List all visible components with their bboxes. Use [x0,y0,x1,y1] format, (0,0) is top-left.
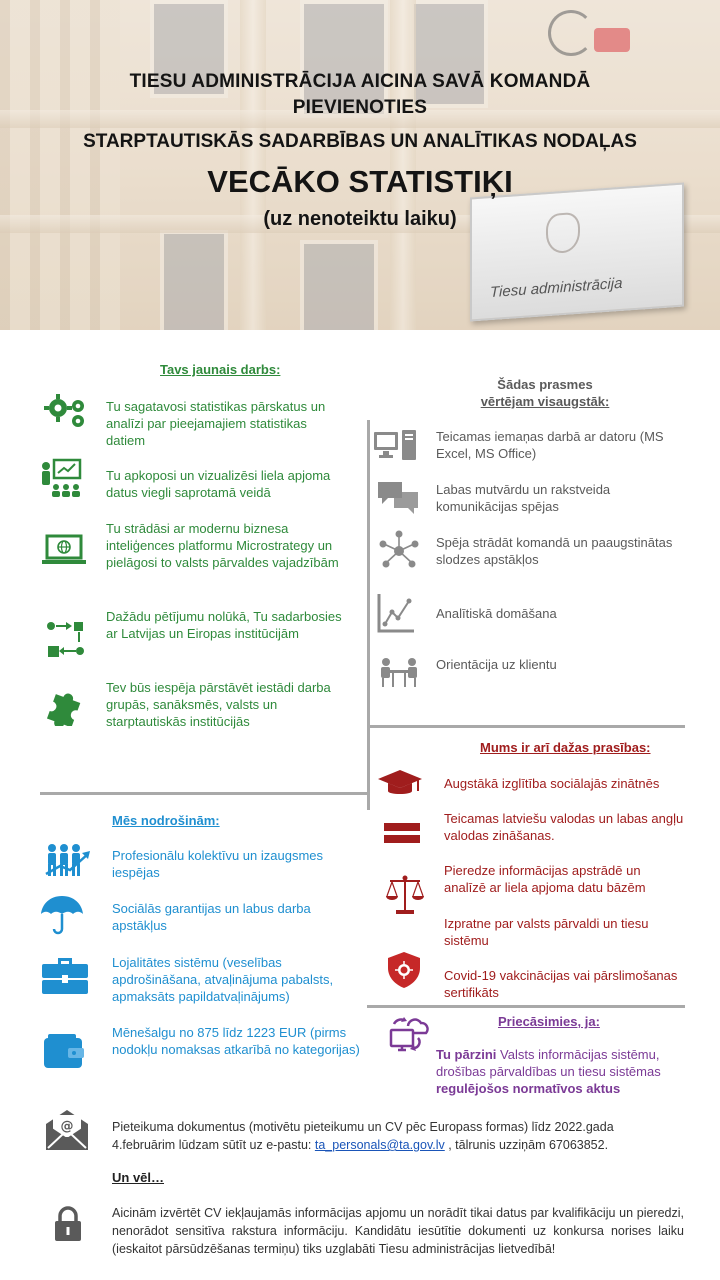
hero-title-position: VECĀKO STATISTIĶI [207,164,513,199]
puzzle-icon [46,688,84,726]
svg-text:@: @ [60,1119,74,1134]
we-provide-item-4: Mēnešalgu no 875 līdz 1223 EUR (pirms nodokļu nomaksas atkarībā no kategorijas) [112,1025,360,1057]
sign-text: Tiesu administrācija [490,274,623,302]
hero-line2: PIEVIENOTIES [292,97,428,118]
horizontal-divider-right-top [367,725,685,728]
shield-virus-icon [386,950,422,990]
skills-item-3: Spēja strādāt komandā un paaugstinātas slodzes apstākļos [436,535,673,567]
new-job-item-3: Tu strādāsi ar modernu biznesa inteliģences platformu Microstrategy un pielāgosi to valsts pārvaldes vajadzībām [106,521,339,570]
we-provide-item-3: Lojalitātes sistēmu (veselības apdrošināšana, atvaļinājuma pabalsts, apmaksāts papildatvaļinājums) [112,955,334,1004]
scales-icon [386,874,424,916]
requirements-item-4: Izpratne par valsts pārvaldi un tiesu sistēmu [444,916,649,948]
hero-line1: TIESU ADMINISTRĀCIJA AICINA SAVĀ KOMANDĀ [129,71,591,92]
presentation-icon [40,458,86,498]
horizontal-divider-right-bottom [367,1005,685,1008]
application-text [112,1118,672,1154]
bonus-emphasis: regulējošos normatīvos aktus [436,1081,621,1096]
more-text: Aicinām izvērtēt CV iekļaujamās informācijas apjomu un norādīt tikai datus par kvalifikāciju un pieredzi, nenorādot sensitīva rakstura informāciju. Kandidātu iesūtītie dokumenti uz konkursa norises laiku (ieskaitot pārsūdzēšanas termiņu) tiks uzglabāti Tiesu administrācijas lietvedībā! [112,1206,684,1256]
horizontal-divider-left [40,792,369,795]
bonus-lead: Tu pārzini [436,1047,497,1062]
hero-title-line3: STARPTAUTISKĀS SADARBĪBAS UN ANALĪTIKAS NODAĻAS [83,131,637,152]
wallet-icon [44,1034,84,1068]
team-growth-icon [44,842,92,878]
new-job-title: Tavs jaunais darbs: [160,362,281,377]
new-job-item-5: Tev būs iespēja pārstāvēt iestādi darba grupās, sanāksmēs, valsts un starptautiskās institūcijās [106,680,331,729]
we-provide-item-1: Profesionālu kolektīvu un izaugsmes iespējas [112,848,324,880]
skills-item-1: Teicamas iemaņas darbā ar datoru (MS Excel, MS Office) [436,429,664,461]
requirements-item-2: Teicamas latviešu valodas un labas angļu valodas zināšanas. [444,811,684,843]
hero-title-line1 [0,69,720,121]
computer-icon [374,430,420,462]
client-meeting-icon [378,656,420,688]
we-provide-item-2: Sociālās garantijas un labus darba apstākļus [112,901,311,933]
bonus-title: Priecāsimies, ja: [498,1014,600,1029]
bonus-text [436,1046,686,1097]
umbrella-icon [40,894,84,936]
skills-title [470,376,620,410]
chat-icon [376,480,420,514]
requirements-item-5: Covid-19 vakcinācijas vai pārslimošanas sertifikāts [444,968,678,1000]
skills-item-2: Labas mutvārdu un rakstveida komunikācijas spējas [436,482,611,514]
requirements-item-1: Augstākā izglītība sociālajās zinātnēs [444,776,660,791]
skills-title-line2: vērtējam visaugstāk: [480,394,610,409]
new-job-item-4: Dažādu pētījumu nolūkā, Tu sadarbosies ar Latvijas un Eiropas institūcijām [106,609,342,641]
graduation-cap-icon [378,768,422,798]
flow-icon [46,620,86,658]
application-text-after: , tālrunis uzziņām 67063852. [444,1138,609,1152]
skills-item-4: Analītiskā domāšana [436,606,557,621]
skills-item-5: Orientācija uz klientu [436,657,557,672]
new-job-item-2: Tu apkoposi un vizualizēsi liela apjoma datus viegli saprotamā veidā [106,468,331,500]
building-sign [470,183,684,322]
gears-icon [44,394,92,430]
new-job-item-1: Tu sagatavosi statistikas pārskatus un analīzi par pieejamajiem statistikas datiem [106,399,326,448]
equals-icon [384,821,420,845]
laptop-globe-icon [42,534,86,566]
requirements-item-3: Pieredze informācijas apstrādē un analīzē ar liela apjoma datu bāzēm [444,863,646,895]
we-provide-title: Mēs nodrošinām: [112,813,220,828]
lock-icon [54,1206,82,1242]
line-chart-icon [376,594,414,634]
email-envelope-icon [46,1106,88,1152]
vertical-divider [367,420,370,810]
briefcase-icon [42,956,88,994]
more-title: Un vēl… [112,1170,165,1185]
cloud-sync-icon [388,1012,432,1056]
network-icon [378,530,420,572]
application-text-before: Pieteikuma dokumentus (motivētu pieteikumu un CV pēc Europass formas) līdz 2022.gada 4.februārim lūdzam sūtīt uz e-pastu: [112,1120,614,1152]
skills-title-line1: Šādas prasmes [497,377,593,392]
bonus-body: Valsts informācijas sistēmu, drošības pārvaldības un tiesu sistēmas [436,1047,661,1079]
email-link[interactable]: ta_personals@ta.gov.lv [314,1138,445,1152]
hero-title-term: (uz nenoteiktu laiku) [263,208,457,230]
requirements-title: Mums ir arī dažas prasības: [480,740,651,755]
